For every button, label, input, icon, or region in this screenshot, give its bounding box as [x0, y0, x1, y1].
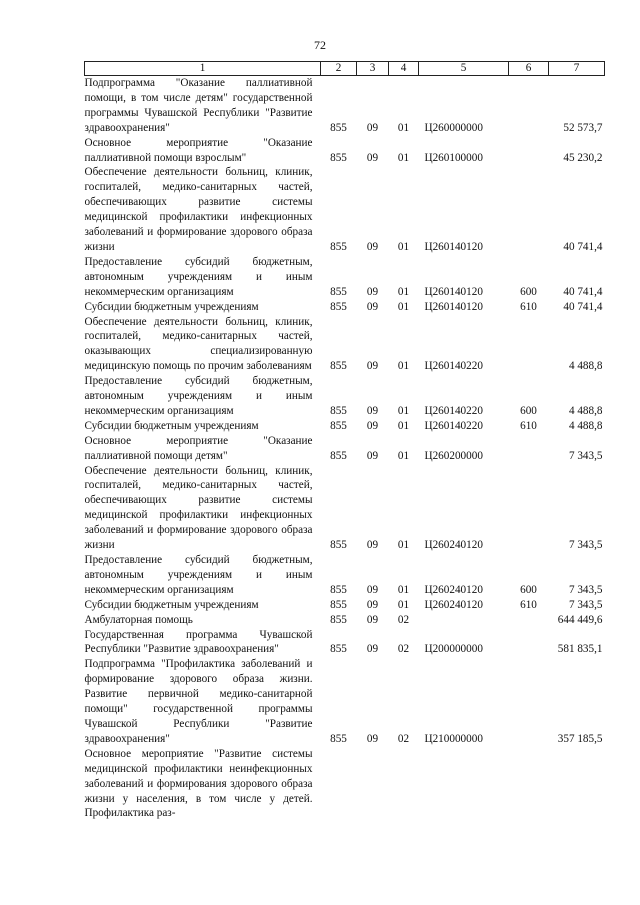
row-sum: 4 488,8 — [568, 419, 603, 432]
row-pr: 01 — [397, 151, 410, 164]
row-cs: Ц260100000 — [424, 151, 483, 164]
row-name: Предоставление субсидий бюджетным, автономным учреждениям и иным некоммерческим организациям — [84, 375, 313, 417]
column-header: 5 — [419, 62, 509, 76]
column-header: 7 — [549, 62, 605, 76]
row-gr: 855 — [330, 404, 347, 417]
row-rz: 09 — [366, 300, 379, 313]
row-sum: 7 343,5 — [568, 598, 603, 611]
row-pr: 01 — [397, 404, 410, 417]
row-sum: 40 741,4 — [563, 300, 603, 313]
table-row — [85, 255, 605, 300]
row-cs: Ц210000000 — [424, 732, 483, 745]
row-sum: 4 488,8 — [568, 404, 603, 417]
row-gr: 855 — [330, 449, 347, 462]
row-cs: Ц260240120 — [424, 598, 483, 611]
row-name: Обеспечение деятельности больниц, клиник, госпиталей, медико-санитарных частей, оказывающих специализированную медицинскую помощь по прочим заболеваниям — [84, 315, 313, 373]
table-row — [85, 598, 605, 613]
table-row — [85, 553, 605, 598]
row-vr — [509, 464, 549, 553]
table-row — [85, 315, 605, 375]
row-rz: 09 — [366, 285, 379, 298]
row-name: Государственная программа Чувашской Республики "Развитие здравоохранения" — [84, 628, 313, 656]
row-rz: 09 — [366, 732, 379, 745]
row-rz: 09 — [366, 643, 379, 656]
row-name: Основное мероприятие "Развитие системы медицинской профилактики неинфекционных заболеваний и формирования здорового образа жизни у населения, в том числе у детей. Профилактика раз- — [84, 747, 313, 820]
row-cs: Ц260240120 — [424, 539, 483, 552]
row-pr: 01 — [397, 419, 410, 432]
row-gr: 855 — [330, 643, 347, 656]
row-gr: 855 — [330, 583, 347, 596]
row-pr: 02 — [397, 643, 410, 656]
row-vr — [509, 136, 549, 166]
row-gr: 855 — [330, 598, 347, 611]
row-name: Субсидии бюджетным учреждениям — [84, 300, 259, 313]
row-vr: 600 — [520, 404, 537, 417]
row-sum: 52 573,7 — [563, 121, 603, 134]
row-sum: 4 488,8 — [568, 360, 603, 373]
row-rz: 09 — [366, 360, 379, 373]
row-gr: 855 — [330, 613, 347, 626]
row-name: Субсидии бюджетным учреждениям — [84, 419, 259, 432]
row-pr: 01 — [397, 539, 410, 552]
table-row — [85, 613, 605, 628]
row-pr: 01 — [397, 121, 410, 134]
row-gr — [321, 747, 357, 822]
row-pr: 02 — [397, 613, 410, 626]
table-row — [85, 747, 605, 822]
row-cs: Ц260140220 — [424, 404, 483, 417]
row-sum: 644 449,6 — [557, 613, 603, 626]
table-row — [85, 300, 605, 315]
row-pr: 01 — [397, 449, 410, 462]
row-name: Основное мероприятие "Оказание паллиативной помощи детям" — [84, 434, 313, 462]
row-cs: Ц260140120 — [424, 285, 483, 298]
row-cs: Ц260200000 — [424, 449, 483, 462]
row-vr: 610 — [520, 598, 537, 611]
row-sum: 7 343,5 — [568, 583, 603, 596]
row-gr: 855 — [330, 300, 347, 313]
row-gr: 855 — [330, 419, 347, 432]
row-rz: 09 — [366, 404, 379, 417]
row-rz: 09 — [366, 419, 379, 432]
row-gr: 855 — [330, 121, 347, 134]
row-vr — [509, 434, 549, 464]
table-header-row — [85, 62, 605, 76]
row-name: Обеспечение деятельности больниц, клиник, госпиталей, медико-санитарных частей, обеспечивающих развитие системы медицинской профилактики инфекционных заболеваний и формирование здорового образа жизни — [84, 166, 313, 253]
row-cs: Ц260140120 — [424, 240, 483, 253]
row-rz: 09 — [366, 240, 379, 253]
row-vr — [509, 315, 549, 375]
row-vr — [509, 657, 549, 746]
row-sum: 7 343,5 — [568, 449, 603, 462]
row-pr: 01 — [397, 598, 410, 611]
row-name: Субсидии бюджетным учреждениям — [84, 598, 259, 611]
row-name: Основное мероприятие "Оказание паллиативной помощи взрослым" — [84, 136, 313, 164]
column-header: 3 — [357, 62, 389, 76]
row-pr: 01 — [397, 360, 410, 373]
row-vr — [509, 747, 549, 822]
table-row — [85, 136, 605, 166]
row-rz — [357, 747, 389, 822]
row-gr: 855 — [330, 285, 347, 298]
row-name: Подпрограмма "Оказание паллиативной помощи, в том числе детям" государственной программы Чувашской Республики "Развитие здравоохранения" — [84, 77, 313, 134]
row-cs — [419, 747, 509, 822]
row-vr — [509, 613, 549, 628]
table-row — [85, 657, 605, 746]
row-vr — [509, 628, 549, 658]
row-sum: 581 835,1 — [557, 643, 603, 656]
row-gr: 855 — [330, 539, 347, 552]
row-name: Амбулаторная помощь — [84, 613, 193, 626]
row-cs — [419, 613, 509, 628]
row-name: Обеспечение деятельности больниц, клиник, госпиталей, медико-санитарных частей, обеспечивающих развитие системы медицинской профилактики инфекционных заболеваний и формирование здорового образа жизни — [84, 464, 313, 552]
page-number: 72 — [314, 38, 326, 52]
row-vr — [509, 165, 549, 254]
row-rz: 09 — [366, 151, 379, 164]
row-gr: 855 — [330, 732, 347, 745]
row-rz: 09 — [366, 449, 379, 462]
row-name: Подпрограмма "Профилактика заболеваний и формирование здорового образа жизни. Развитие первичной медико-санитарной помощи" государственной программы Чувашской Республики "Развитие здравоохранения" — [84, 658, 313, 745]
row-vr — [509, 76, 549, 136]
column-header: 1 — [85, 62, 321, 76]
table-row — [85, 76, 605, 136]
row-rz: 09 — [366, 121, 379, 134]
row-rz: 09 — [366, 583, 379, 596]
row-gr: 855 — [330, 151, 347, 164]
row-cs: Ц260240120 — [424, 583, 483, 596]
column-header: 6 — [509, 62, 549, 76]
row-rz: 09 — [366, 613, 379, 626]
row-cs: Ц260140220 — [424, 360, 483, 373]
table-row — [85, 165, 605, 254]
table-row — [85, 628, 605, 658]
column-header: 2 — [321, 62, 357, 76]
row-gr: 855 — [330, 360, 347, 373]
row-sum: 7 343,5 — [568, 539, 603, 552]
row-name: Предоставление субсидий бюджетным, автономным учреждениям и иным некоммерческим организациям — [84, 554, 313, 596]
row-pr: 01 — [397, 285, 410, 298]
row-pr: 01 — [397, 240, 410, 253]
row-rz: 09 — [366, 598, 379, 611]
row-name: Предоставление субсидий бюджетным, автономным учреждениям и иным некоммерческим организациям — [84, 255, 313, 298]
row-cs: Ц260000000 — [424, 121, 483, 134]
table-row — [85, 419, 605, 434]
row-pr: 01 — [397, 583, 410, 596]
row-vr: 610 — [520, 300, 537, 313]
row-sum: 45 230,2 — [563, 151, 603, 164]
table-row — [85, 374, 605, 419]
column-header: 4 — [389, 62, 419, 76]
row-pr — [389, 747, 419, 822]
budget-table — [84, 61, 605, 821]
table-row — [85, 464, 605, 553]
row-cs: Ц260140220 — [424, 419, 483, 432]
row-rz: 09 — [366, 539, 379, 552]
row-sum: 357 185,5 — [557, 732, 603, 745]
row-pr: 02 — [397, 732, 410, 745]
row-sum: 40 741,4 — [563, 240, 603, 253]
row-gr: 855 — [330, 240, 347, 253]
row-sum: 40 741,4 — [563, 285, 603, 298]
row-vr: 600 — [520, 583, 537, 596]
row-sum — [549, 747, 605, 822]
row-cs: Ц200000000 — [424, 643, 483, 656]
row-pr: 01 — [397, 300, 410, 313]
row-cs: Ц260140120 — [424, 300, 483, 313]
table-row — [85, 434, 605, 464]
row-vr: 600 — [520, 285, 537, 298]
row-vr: 610 — [520, 419, 537, 432]
